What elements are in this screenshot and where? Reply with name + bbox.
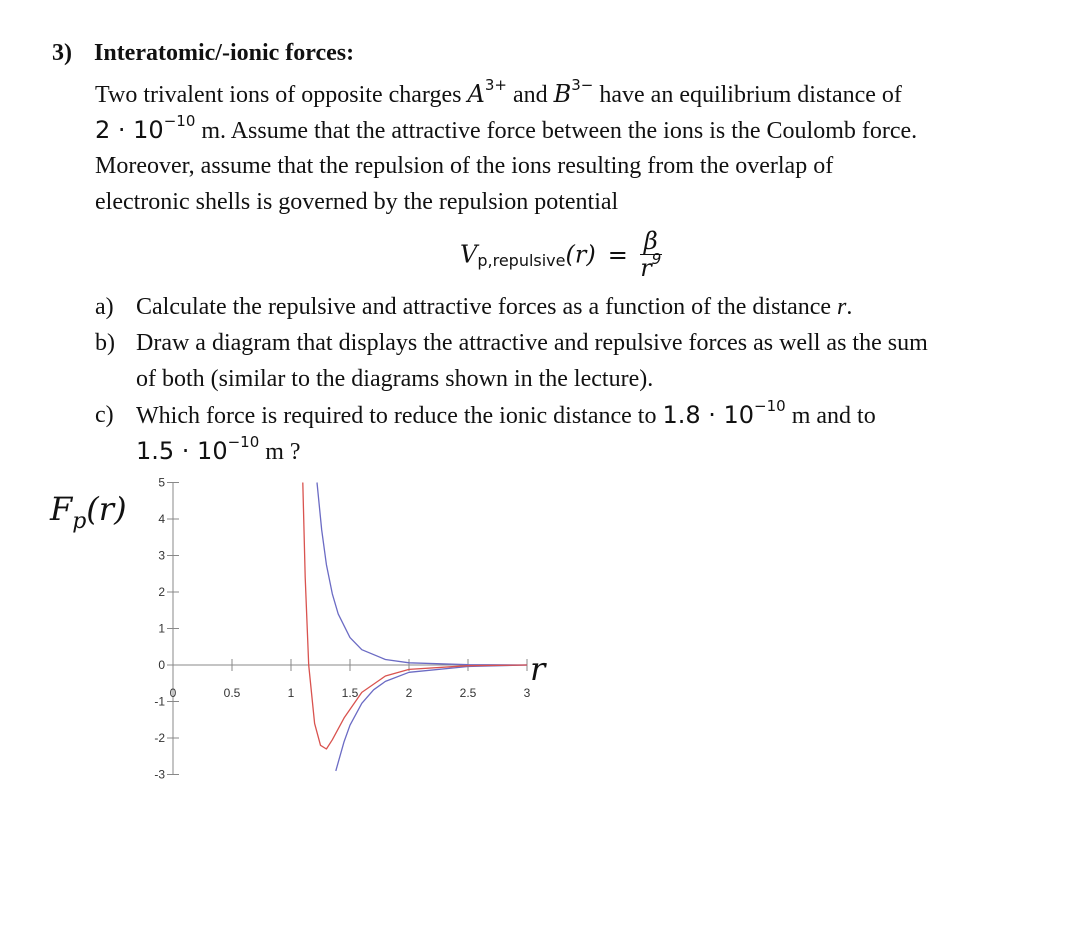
intro-line-4: electronic shells is governed by the repulsion potential xyxy=(95,189,619,215)
question-c-label: c) xyxy=(95,402,114,428)
series-sum-of-forces xyxy=(303,483,527,750)
x-tick-label: 1.5 xyxy=(341,686,359,700)
series-repulsive-force xyxy=(317,483,527,666)
question-a-var: r xyxy=(837,294,847,320)
intro-text: Two trivalent ions of opposite charges xyxy=(95,82,468,108)
y-tick-label: 4 xyxy=(158,512,165,526)
y-tick-label: -3 xyxy=(154,767,165,782)
question-b-line-2: of both (similar to the diagrams shown in the lecture). xyxy=(136,366,654,392)
y-tick-label: 0 xyxy=(158,658,165,672)
eq-lhs: V xyxy=(460,240,478,269)
question-c-exp-2: −10 xyxy=(227,433,260,451)
x-tick-label: 3 xyxy=(523,686,531,700)
x-tick-label: 2 xyxy=(405,686,413,700)
question-c-value-2: 1.5 · 10 xyxy=(136,437,228,465)
y-tick-label: 2 xyxy=(158,585,165,599)
ion-b-charge: 3− xyxy=(571,76,594,94)
y-tick-label: 3 xyxy=(158,548,165,563)
question-c-value-1: 1.8 · 10 xyxy=(662,401,755,429)
equilibrium-distance: 2 · 10 xyxy=(95,116,164,144)
ylabel-main: F xyxy=(50,490,73,528)
eq-arg: (r) xyxy=(565,240,596,269)
intro-text-end: have an equilibrium distance of xyxy=(593,82,902,108)
eq-numerator: β xyxy=(640,228,662,255)
problem-number: 3) xyxy=(52,40,72,66)
eq-equals: = xyxy=(607,240,628,269)
y-tick-label: 5 xyxy=(158,475,165,490)
question-a-label: a) xyxy=(95,294,114,320)
ylabel-arg: (r) xyxy=(86,490,127,528)
chart-axes xyxy=(154,476,530,782)
ion-b: B xyxy=(553,80,572,108)
intro-line-3: Moreover, assume that the repulsion of the ions resulting from the overlap of xyxy=(95,153,834,179)
x-tick-label: 0 xyxy=(169,686,177,700)
question-c-end: m ? xyxy=(259,439,301,465)
question-c-mid: m and to xyxy=(785,403,876,429)
eq-denominator-var: r xyxy=(640,254,652,282)
problem-title: Interatomic/-ionic forces: xyxy=(94,40,355,66)
intro-and: and xyxy=(506,82,554,108)
question-b-label: b) xyxy=(95,330,115,356)
question-b-text: Draw a diagram that displays the attractive and repulsive forces as well as the sum xyxy=(136,330,928,356)
ylabel-sub: p xyxy=(72,509,87,534)
x-tick-label: 0.5 xyxy=(223,686,241,700)
y-tick-label: 1 xyxy=(158,621,165,636)
question-a-text: Calculate the repulsive and attractive forces as a function of the distance xyxy=(136,294,838,320)
y-tick-label: -1 xyxy=(154,694,165,709)
ion-a: A xyxy=(467,80,485,108)
chart-xlabel: r xyxy=(530,650,546,688)
x-tick-label: 2.5 xyxy=(459,686,477,700)
equilibrium-exponent: −10 xyxy=(163,112,196,130)
eq-subscript: p,repulsive xyxy=(477,251,566,271)
series-attractive-force xyxy=(336,665,527,771)
question-a-end: . xyxy=(846,294,853,320)
ion-a-charge: 3+ xyxy=(484,76,507,94)
y-tick-label: -2 xyxy=(154,731,165,745)
question-c-exp-1: −10 xyxy=(754,397,786,415)
intro-text: m. Assume that the attractive force between the ions is the Coulomb force. xyxy=(195,118,918,144)
x-tick-label: 1 xyxy=(287,686,295,700)
question-c-text: Which force is required to reduce the ionic distance to xyxy=(136,403,663,429)
chart-series xyxy=(303,483,527,771)
eq-denominator-exp: 9 xyxy=(651,250,662,268)
